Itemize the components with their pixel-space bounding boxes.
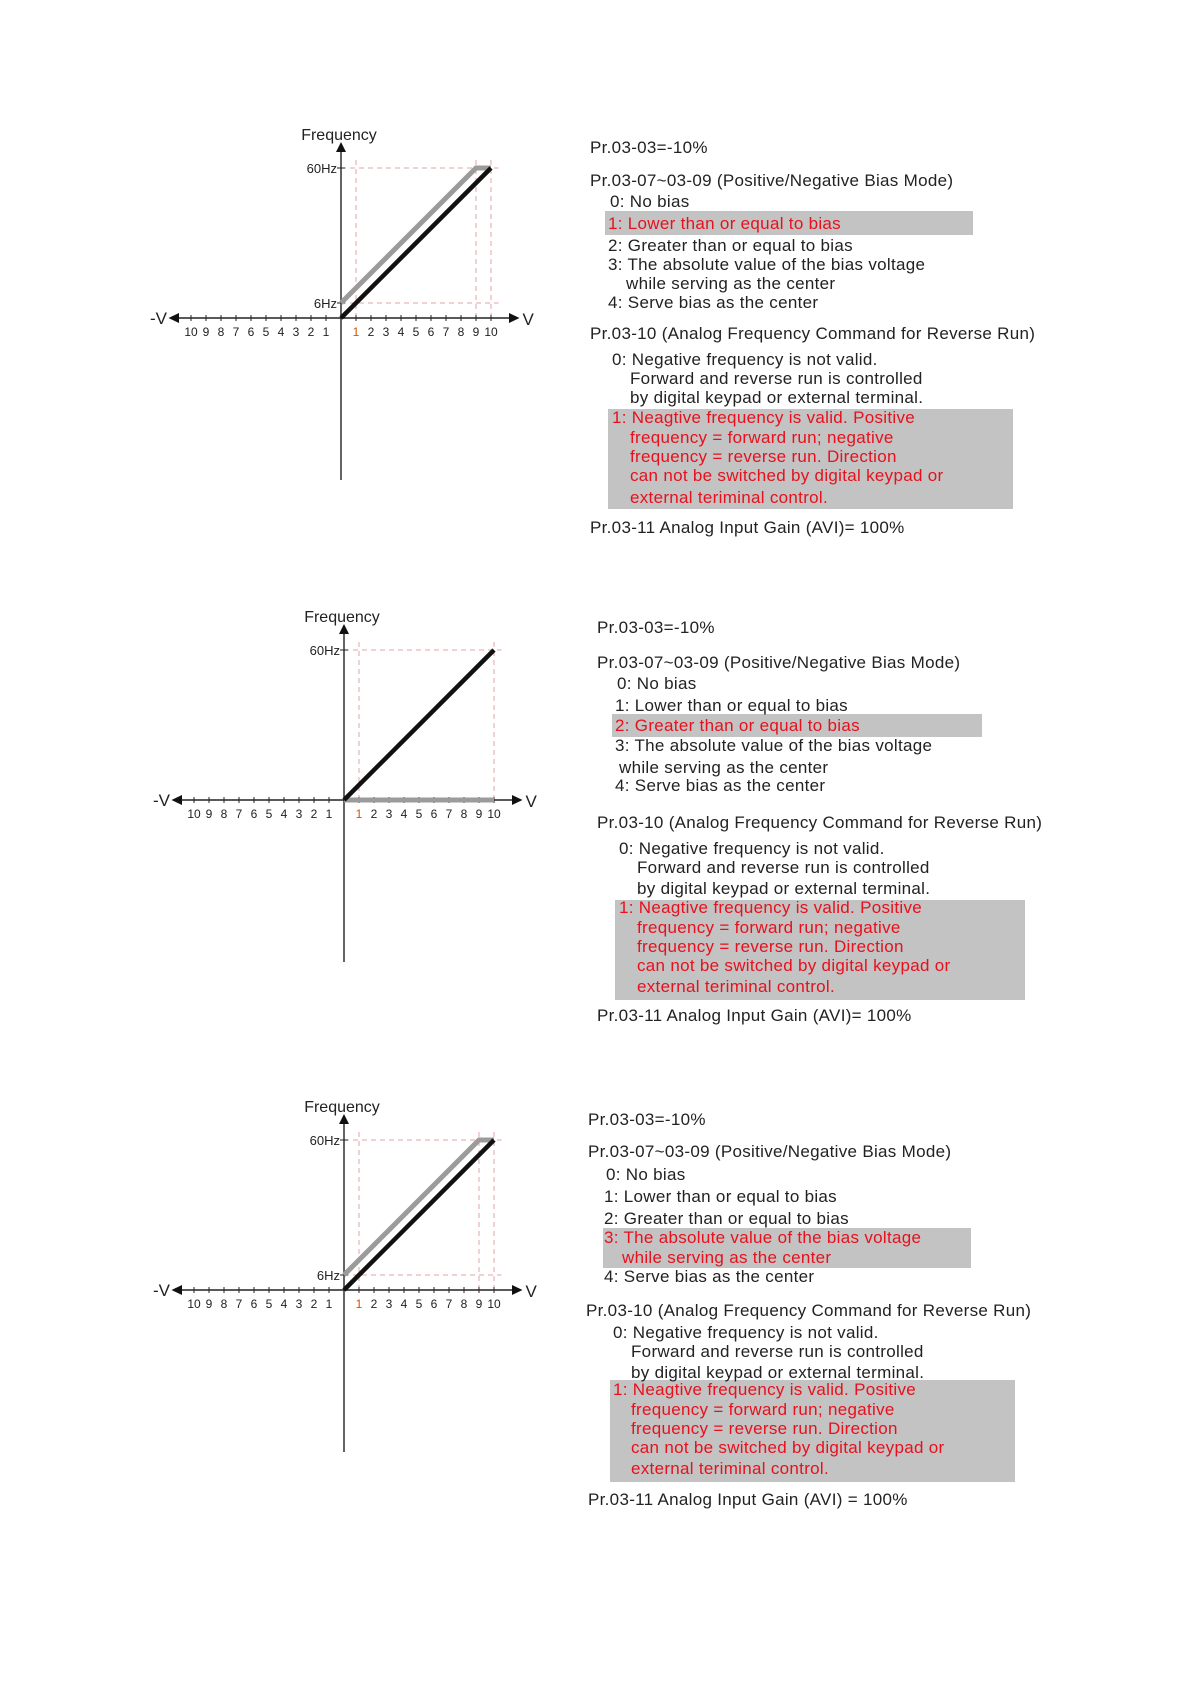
reverse-1: 1: Neagtive frequency is valid. Positive [612, 408, 916, 427]
bias-value: Pr.03-03=-10% [597, 618, 715, 637]
x-axis-arrow-left [172, 795, 183, 805]
x-tick-label-neg: 10 [187, 1297, 201, 1311]
y-label-60hz: 60Hz [306, 161, 337, 176]
x-tick-label-neg: 2 [310, 1297, 318, 1311]
reverse-0-line3: by digital keypad or external terminal. [637, 879, 931, 898]
y-label-6hz: 6Hz [313, 296, 337, 311]
x-tick-label-pos: 6 [427, 325, 435, 339]
y-label-60hz: 60Hz [309, 643, 340, 658]
reverse-1: 1: Neagtive frequency is valid. Positive [613, 1380, 917, 1399]
reverse-1-line5: external teriminal control. [637, 977, 836, 996]
option-3-cont: while serving as the center [622, 1248, 832, 1267]
x-tick-label-pos: 3 [382, 325, 390, 339]
x-tick-label-pos: 7 [442, 325, 450, 339]
x-tick-label-pos: 3 [385, 807, 393, 821]
x-tick-label-neg: 7 [232, 325, 240, 339]
x-tick-label-neg: 8 [217, 325, 225, 339]
reverse-run-title: Pr.03-10 (Analog Frequency Command for Reverse Run) [597, 813, 1043, 832]
black-series-line [341, 168, 491, 318]
reverse-1-line4: can not be switched by digital keypad or [631, 1438, 945, 1457]
x-tick-label-neg: 3 [295, 807, 303, 821]
reverse-1-line3: frequency = reverse run. Direction [637, 937, 904, 956]
option-2: 2: Greater than or equal to bias [604, 1209, 849, 1228]
bias-mode-title: Pr.03-07~03-09 (Positive/Negative Bias Mode) [597, 653, 961, 672]
bias-mode-title: Pr.03-07~03-09 (Positive/Negative Bias Mode) [590, 171, 954, 190]
reverse-0: 0: Negative frequency is not valid. [613, 1323, 879, 1342]
reverse-0: 0: Negative frequency is not valid. [619, 839, 885, 858]
x-tick-label-neg: 5 [262, 325, 270, 339]
chart-3-svg [153, 1099, 563, 1520]
option-3-cont: while serving as the center [619, 758, 829, 777]
reverse-1-line5: external teriminal control. [631, 1459, 830, 1478]
x-tick-label-pos: 9 [472, 325, 480, 339]
analog-gain: Pr.03-11 Analog Input Gain (AVI)= 100% [597, 1006, 912, 1025]
option-2: 2: Greater than or equal to bias [615, 716, 860, 735]
reverse-run-title: Pr.03-10 (Analog Frequency Command for Reverse Run) [590, 324, 1036, 343]
x-tick-label-pos: 5 [415, 1297, 423, 1311]
x-tick-label-neg: 6 [247, 325, 255, 339]
x-tick-label-pos: 7 [445, 1297, 453, 1311]
option-4: 4: Serve bias as the center [604, 1267, 815, 1286]
reverse-0-line2: Forward and reverse run is controlled [637, 858, 930, 877]
reverse-0: 0: Negative frequency is not valid. [612, 350, 878, 369]
x-tick-label-pos: 4 [400, 807, 408, 821]
x-tick-label-pos: 1 [355, 807, 363, 821]
x-tick-label-pos: 1 [355, 1297, 363, 1311]
reverse-1-line3: frequency = reverse run. Direction [630, 447, 897, 466]
x-axis-label-v: V [525, 792, 537, 811]
chart-3 [153, 1099, 563, 1520]
reverse-1-line4: can not be switched by digital keypad or [637, 956, 951, 975]
x-tick-label-neg: 5 [265, 807, 273, 821]
x-axis-arrow-left [169, 313, 180, 323]
option-4: 4: Serve bias as the center [615, 776, 826, 795]
x-tick-label-neg: 4 [280, 1297, 288, 1311]
reverse-1: 1: Neagtive frequency is valid. Positive [619, 898, 923, 917]
reverse-1-line4: can not be switched by digital keypad or [630, 466, 944, 485]
x-axis-label-neg-v: -V [150, 309, 167, 328]
x-tick-label-pos: 4 [400, 1297, 408, 1311]
reverse-0-line2: Forward and reverse run is controlled [630, 369, 923, 388]
x-tick-label-neg: 10 [184, 325, 198, 339]
analog-gain: Pr.03-11 Analog Input Gain (AVI)= 100% [590, 518, 905, 537]
x-tick-label-neg: 1 [325, 1297, 333, 1311]
reverse-run-title: Pr.03-10 (Analog Frequency Command for Reverse Run) [586, 1301, 1032, 1320]
y-label-6hz: 6Hz [316, 1268, 340, 1283]
x-tick-label-pos: 2 [370, 1297, 378, 1311]
option-3: 3: The absolute value of the bias voltage [604, 1228, 922, 1247]
x-tick-label-pos: 9 [475, 807, 483, 821]
x-tick-label-pos: 5 [412, 325, 420, 339]
reverse-1-line5: external teriminal control. [630, 488, 829, 507]
x-tick-label-pos: 9 [475, 1297, 483, 1311]
x-tick-label-neg: 4 [280, 807, 288, 821]
reverse-1-line2: frequency = forward run; negative [630, 428, 894, 447]
black-series-line [344, 1140, 494, 1290]
x-tick-label-pos: 6 [430, 807, 438, 821]
x-axis-arrow-right [509, 313, 520, 323]
x-tick-label-neg: 5 [265, 1297, 273, 1311]
x-axis-label-v: V [522, 310, 534, 329]
reverse-0-line2: Forward and reverse run is controlled [631, 1342, 924, 1361]
x-tick-label-pos: 10 [484, 325, 498, 339]
x-tick-label-neg: 2 [310, 807, 318, 821]
option-0: 0: No bias [610, 192, 690, 211]
reverse-1-line2: frequency = forward run; negative [637, 918, 901, 937]
x-axis-label-neg-v: -V [153, 791, 170, 810]
x-tick-label-neg: 3 [292, 325, 300, 339]
x-tick-label-pos: 8 [457, 325, 465, 339]
option-2: 2: Greater than or equal to bias [608, 236, 853, 255]
x-axis-label-neg-v: -V [153, 1281, 170, 1300]
option-3-cont: while serving as the center [626, 274, 836, 293]
x-tick-label-pos: 3 [385, 1297, 393, 1311]
x-tick-label-pos: 1 [352, 325, 360, 339]
x-tick-label-neg: 6 [250, 807, 258, 821]
x-tick-label-pos: 2 [370, 807, 378, 821]
x-tick-label-neg: 10 [187, 807, 201, 821]
x-tick-label-neg: 9 [205, 807, 213, 821]
x-tick-label-neg: 1 [325, 807, 333, 821]
x-tick-label-neg: 2 [307, 325, 315, 339]
y-axis-label: Frequency [304, 609, 380, 626]
chart-2 [153, 609, 563, 1030]
option-0: 0: No bias [606, 1165, 686, 1184]
option-3: 3: The absolute value of the bias voltage [608, 255, 926, 274]
x-tick-label-pos: 10 [487, 1297, 501, 1311]
x-tick-label-neg: 9 [202, 325, 210, 339]
x-tick-label-pos: 7 [445, 807, 453, 821]
bias-mode-title: Pr.03-07~03-09 (Positive/Negative Bias Mode) [588, 1142, 952, 1161]
chart-1-svg [150, 127, 560, 548]
x-tick-label-pos: 6 [430, 1297, 438, 1311]
x-tick-label-pos: 5 [415, 807, 423, 821]
x-axis-arrow-left [172, 1285, 183, 1295]
option-1: 1: Lower than or equal to bias [615, 696, 848, 715]
reverse-0-line3: by digital keypad or external terminal. [631, 1363, 925, 1382]
x-tick-label-pos: 4 [397, 325, 405, 339]
reverse-1-line2: frequency = forward run; negative [631, 1400, 895, 1419]
x-tick-label-pos: 10 [487, 807, 501, 821]
x-tick-label-neg: 9 [205, 1297, 213, 1311]
black-series-line [344, 650, 494, 800]
option-0: 0: No bias [617, 674, 697, 693]
x-tick-label-neg: 4 [277, 325, 285, 339]
x-tick-label-pos: 2 [367, 325, 375, 339]
section-2 [0, 610, 1190, 1090]
chart-1 [150, 127, 560, 548]
bias-value: Pr.03-03=-10% [588, 1110, 706, 1129]
y-axis-label: Frequency [301, 127, 377, 144]
chart-2-svg [153, 609, 563, 1030]
x-axis-label-v: V [525, 1282, 537, 1301]
x-tick-label-neg: 7 [235, 807, 243, 821]
x-tick-label-neg: 8 [220, 1297, 228, 1311]
option-3: 3: The absolute value of the bias voltage [615, 736, 933, 755]
x-tick-label-neg: 1 [322, 325, 330, 339]
y-axis-label: Frequency [304, 1099, 380, 1116]
x-axis-arrow-right [512, 1285, 523, 1295]
option-4: 4: Serve bias as the center [608, 293, 819, 312]
reverse-0-line3: by digital keypad or external terminal. [630, 388, 924, 407]
bias-value: Pr.03-03=-10% [590, 138, 708, 157]
x-axis-arrow-right [512, 795, 523, 805]
x-tick-label-neg: 6 [250, 1297, 258, 1311]
y-label-60hz: 60Hz [309, 1133, 340, 1148]
section-3 [0, 1100, 1190, 1580]
x-tick-label-pos: 8 [460, 807, 468, 821]
option-1: 1: Lower than or equal to bias [608, 214, 841, 233]
x-tick-label-pos: 8 [460, 1297, 468, 1311]
x-tick-label-neg: 3 [295, 1297, 303, 1311]
reverse-1-line3: frequency = reverse run. Direction [631, 1419, 898, 1438]
option-1: 1: Lower than or equal to bias [604, 1187, 837, 1206]
x-tick-label-neg: 7 [235, 1297, 243, 1311]
analog-gain: Pr.03-11 Analog Input Gain (AVI) = 100% [588, 1490, 908, 1509]
x-tick-label-neg: 8 [220, 807, 228, 821]
section-1 [0, 128, 1190, 608]
